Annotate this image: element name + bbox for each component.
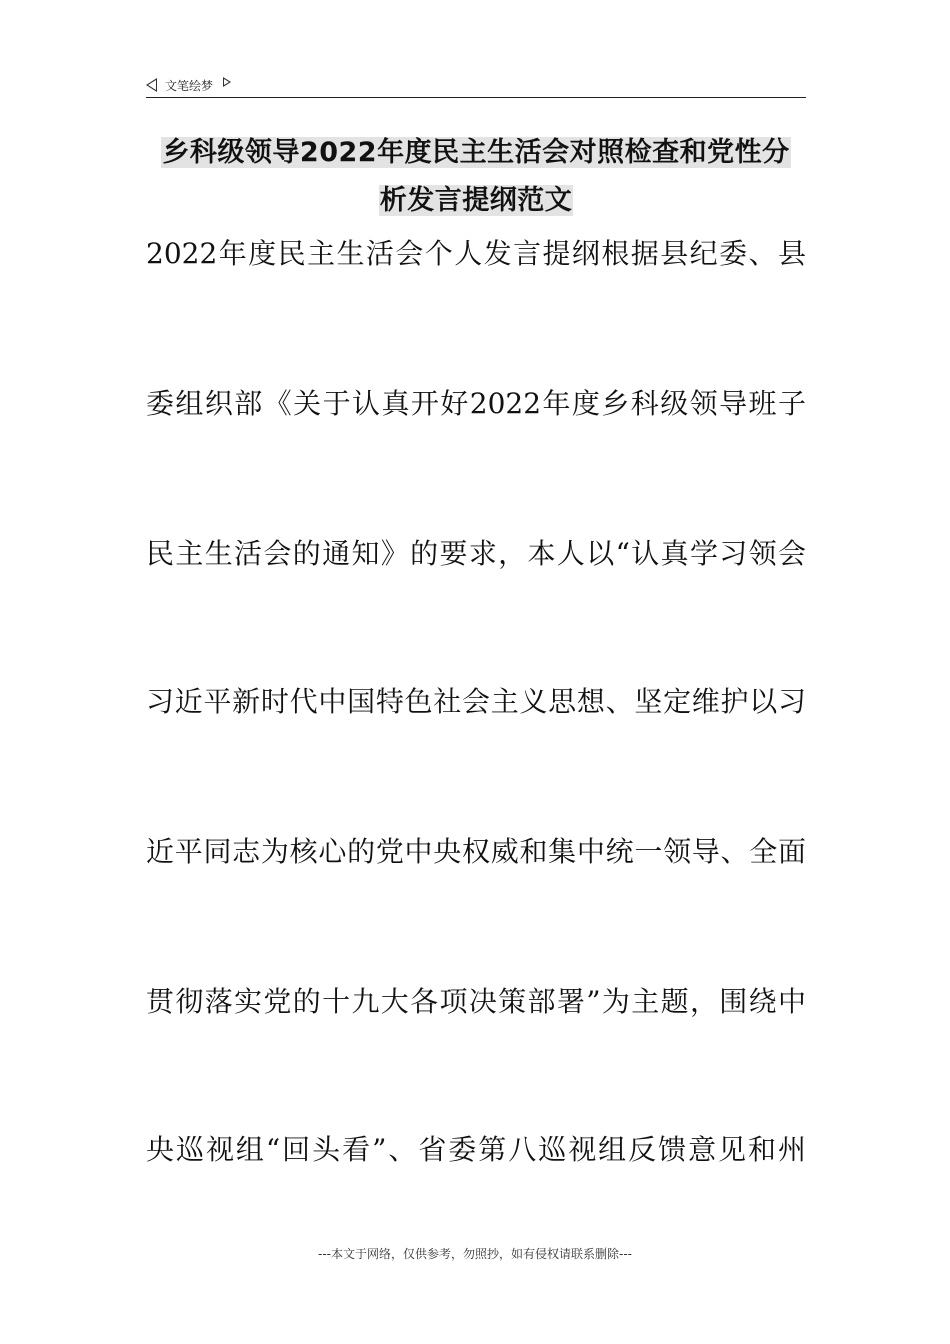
body-line: 央巡视组“回头看”、省委第八巡视组反馈意见和州 <box>146 1133 806 1166</box>
body-line: 贯彻落实党的十九大各项决策部署”为主题，围绕中 <box>146 985 806 1018</box>
body-line: 民主生活会的通知》的要求，本人以“认真学习领会 <box>146 537 806 570</box>
footer-disclaimer: ---本文于网络，仅供参考，勿照抄，如有侵权请联系删除--- <box>318 1247 632 1261</box>
document-header <box>146 74 806 96</box>
document-title-line-1: 乡科级领导2022年度民主生活会对照检查和党性分 <box>162 137 790 168</box>
document-title-line-2: 析发言提纲范文 <box>379 185 573 216</box>
triangle-left-icon <box>146 78 157 92</box>
triangle-right-icon <box>223 77 231 87</box>
header-divider <box>146 97 806 98</box>
body-line: 2022年度民主生活会个人发言提纲根据县纪委、县 <box>146 237 806 270</box>
body-line: 委组织部《关于认真开好2022年度乡科级领导班子 <box>146 387 806 420</box>
body-line: 习近平新时代中国特色社会主义思想、坚定维护以习 <box>146 685 806 718</box>
body-line: 近平同志为核心的党中央权威和集中统一领导、全面 <box>146 835 806 868</box>
header-brand: 文笔绘梦 <box>165 78 214 93</box>
